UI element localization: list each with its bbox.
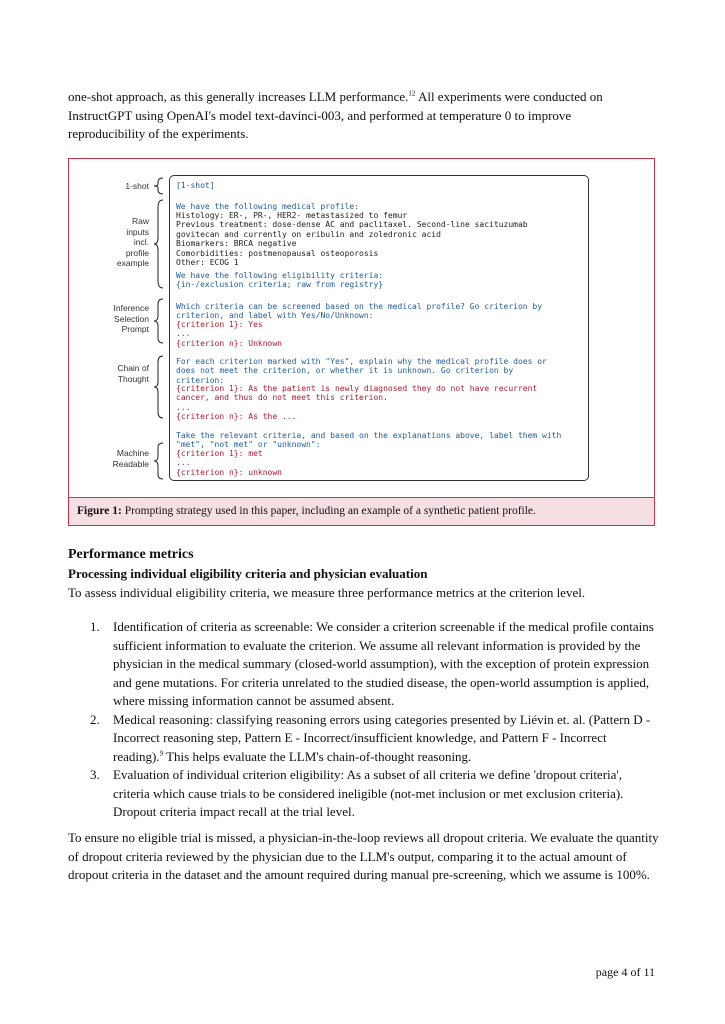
list-number: 3.: [90, 767, 100, 782]
list-item: [68, 766, 658, 822]
code-profile-intro: We have the following medical profile:: [176, 202, 360, 211]
code-machine-question: Take the relevant criteria, and based on the explanations above, label them with "met", "not met" or "unknown":: [176, 431, 562, 450]
list-item: [68, 618, 658, 711]
closing-paragraph: To ensure no eligible trial is missed, a physician-in-the-loop reviews all dropout criteria. We evaluate the quantity of dropout criteria reviewed by the physician due to the LLM's output, comparing it to the actual amount of dropout criteria in the dataset and the amount required during manual pre-screening, which we assume is 100%.: [68, 830, 659, 882]
citation-9: 9: [159, 749, 164, 758]
code-profile-body: Histology: ER-, PR-, HER2- metastasized to femur Previous treatment: dose-dense AC and paclitaxel. Second-line sacituzumab govitecan and currently on eribulin and zoledronic acid Biomarkers: BRCA negative Comorbidities: postmenopausal osteoporosis Other: ECOG 1: [176, 211, 528, 268]
brace-inference: [153, 298, 165, 344]
subsection-heading: Processing individual eligibility criteria and physician evaluation: [68, 566, 428, 581]
code-inference-answer: {criterion 1}: Yes ... {criterion n}: Unknown: [176, 320, 282, 348]
label-chain-of-thought: Chain of Thought: [117, 363, 149, 384]
label-inference-selection-prompt: Inference Selection Prompt: [113, 303, 149, 334]
list-item-text: Evaluation of individual criterion eligibility: As a subset of all criteria we define 'dropout criteria', criteria which cause trials to be considered ineligible (not-met inclusion or met exclusion criteria). Dropout criteria impact recall at the trial level.: [113, 767, 624, 819]
list-item: [68, 711, 658, 767]
brace-raw-inputs: [153, 199, 165, 289]
list-item-text: Medical reasoning: classifying reasoning errors using categories presented by Liévin et. al. (Pattern D - Incorrect reasoning step, Pattern E - Incorrect/insufficient knowledge, and Pattern F - Incorrect reading).: [113, 711, 651, 764]
figure-caption-text: Prompting strategy used in this paper, including an example of a synthetic patient profile.: [121, 505, 536, 517]
intro-line-2: InstructGPT using OpenAI's model text-davinci-003, and performed at temperature 0 to improve: [68, 107, 572, 123]
label-machine-readable: Machine Readable: [112, 448, 149, 469]
citation-12: 12: [408, 89, 416, 98]
brace-machine: [153, 442, 165, 480]
label-raw-inputs: Raw inputs incl. profile example: [116, 216, 149, 268]
code-chain-answer: {criterion 1}: As the patient is newly diagnosed they do not have recurrent cancer, and thus do not meet this criterion. ... {criterion n}: As the ...: [176, 384, 538, 422]
brace-chain: [153, 355, 165, 419]
code-criteria-intro: We have the following eligibility criteria: {in-/exclusion criteria; raw from registry}: [176, 271, 384, 290]
code-1-shot: [1-shot]: [176, 181, 215, 190]
page-number: page 4 of 11: [595, 965, 655, 979]
section-heading: Performance metrics: [68, 547, 194, 562]
figure-1: [68, 158, 655, 526]
intro-paragraph: [68, 88, 658, 144]
list-number: 2.: [90, 711, 100, 727]
intro-line-3: reproducibility of the experiments.: [68, 126, 249, 141]
figure-caption: [69, 497, 654, 525]
list-number: 1.: [90, 619, 100, 634]
list-item-text: Identification of criteria as screenable: We consider a criterion screenable if the medical profile contains sufficient information to evaluate the criterion. We assume all relevant information is provided by the physician in the medical summary (closed-world assumption), with the exception of protein expression and gene mutations. For criteria unrelated to the studied disease, the open-world assumption is applied, where missing information cannot be assumed absent.: [113, 619, 654, 708]
list-item-text-tail: This helps evaluate the LLM's chain-of-thought reasoning.: [163, 748, 472, 764]
code-inference-question: Which criteria can be screened based on the medical profile? Go criterion by criterion, and label with Yes/No/Unknown:: [176, 302, 543, 321]
section-lead: To assess individual eligibility criteria, we measure three performance metrics at the criterion level.: [68, 585, 586, 600]
figure-caption-label: Figure 1:: [77, 505, 122, 517]
metrics-list: [68, 618, 658, 822]
code-machine-answer: {criterion 1}: met ... {criterion n}: unknown: [176, 449, 282, 477]
label-1-shot: 1-shot: [125, 181, 149, 191]
intro-line-1: one-shot approach, as this generally increases LLM performance.$^{12}$ All experiments were conducted on: [68, 89, 603, 104]
code-chain-question: For each criterion marked with "Yes", explain why the medical profile does or does not meet the criterion, or whether it is unknown. Go criterion by criterion:: [176, 357, 547, 385]
brace-1-shot: [153, 177, 165, 195]
